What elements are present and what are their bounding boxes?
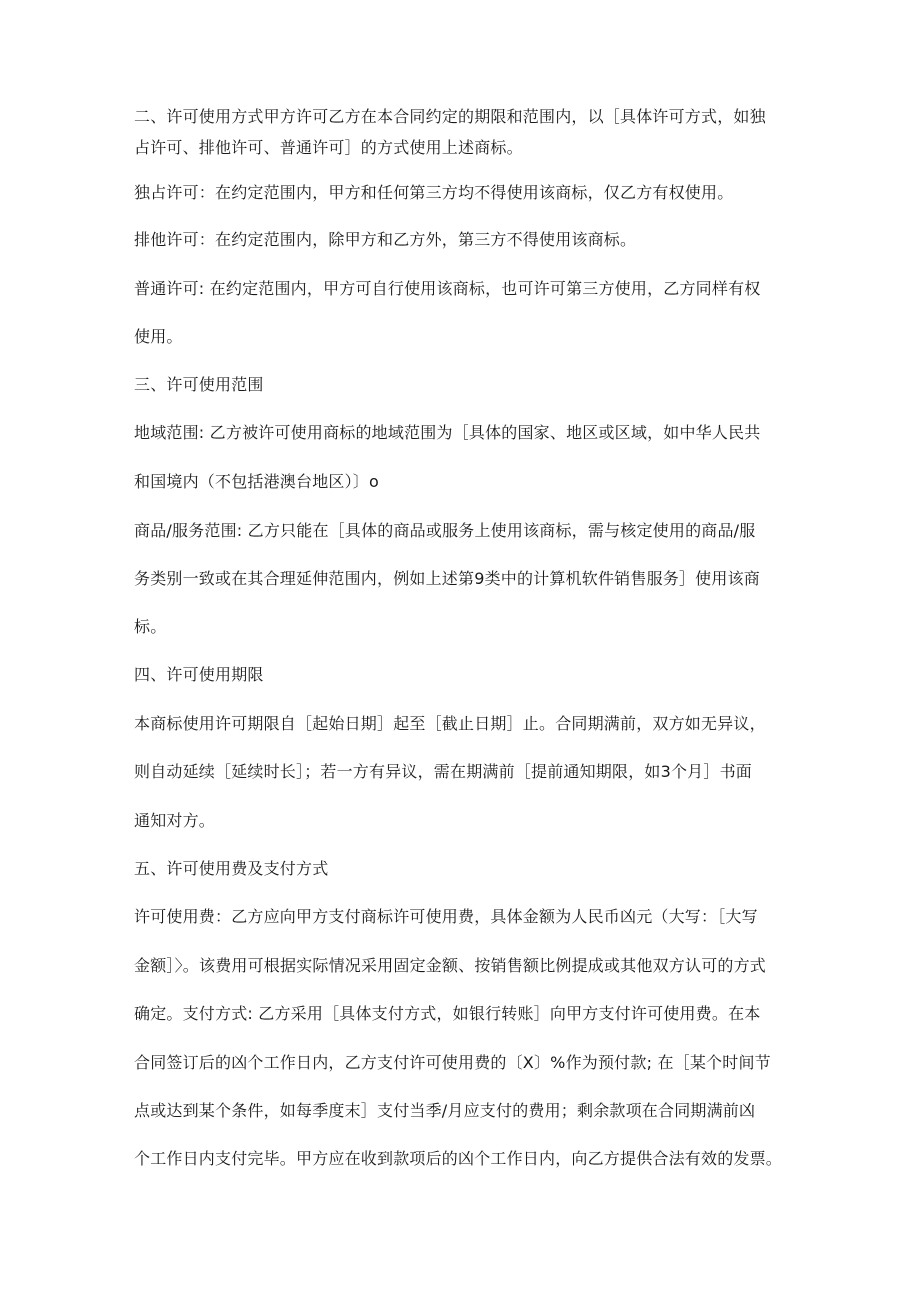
general-license-line-2: 使用。 <box>134 327 183 346</box>
term-line-3: 通知对方。 <box>134 811 216 830</box>
fee-line-5: 点或达到某个条件，如每季度末］支付当季/月应支付的费用；剩余款项在合同期满前凶 <box>134 1101 756 1120</box>
clause-2-line-2: 占许可、排他许可、普通许可］的方式使用上述商标。 <box>134 138 523 157</box>
term-line-1: 本商标使用许可期限自［起始日期］起至［截止日期］止。合同期满前，双方如无异议， <box>134 714 766 733</box>
goods-scope-line-2: 务类别一致或在其合理延伸范围内，例如上述第9类中的计算机软件销售服务］使用该商 <box>134 569 760 588</box>
exclusive-license-line: 独占许可：在约定范围内，甲方和任何第三方均不得使用该商标，仅乙方有权使用。 <box>134 183 734 202</box>
fee-line-3: 确定。支付方式: 乙方采用［具体支付方式，如银行转账］向甲方支付许可使用费。在本 <box>134 1004 761 1023</box>
section-4-heading: 四、许可使用期限 <box>134 665 264 684</box>
fee-line-4: 合同签订后的凶个工作日内，乙方支付许可使用费的〔X〕%作为预付款; 在［某个时间节 <box>134 1053 771 1072</box>
fee-line-1: 许可使用费：乙方应向甲方支付商标许可使用费，具体金额为人民币凶元（大写：［大写 <box>134 907 758 926</box>
territory-line-2: 和国境内（不包括港澳台地区）〕o <box>134 472 379 491</box>
territory-line-1: 地域范围: 乙方被许可使用商标的地域范围为［具体的国家、地区或区域，如中华人民共 <box>134 423 761 442</box>
general-license-line-1: 普通许可: 在约定范围内，甲方可自行使用该商标，也可许可第三方使用，乙方同样有权 <box>134 279 761 298</box>
clause-2-line-1: 二、许可使用方式甲方许可乙方在本合同约定的期限和范围内，以［具体许可方式，如独 <box>134 107 766 126</box>
fee-line-2: 金额］〉。该费用可根据实际情况采用固定金额、按销售额比例提成或其他双方认可的方式 <box>134 956 767 975</box>
section-5-heading: 五、许可使用费及支付方式 <box>134 859 329 878</box>
goods-scope-line-1: 商品/服务范围: 乙方只能在［具体的商品或服务上使用该商标，需与核定使用的商品/服 <box>134 521 756 540</box>
section-3-heading: 三、许可使用范围 <box>134 375 264 394</box>
fee-line-6: 个工作日内支付完毕。甲方应在收到款项后的凶个工作日内，向乙方提供合法有效的发票。 <box>134 1149 783 1168</box>
sole-license-line: 排他许可：在约定范围内，除甲方和乙方外，第三方不得使用该商标。 <box>134 230 637 249</box>
goods-scope-line-3: 标。 <box>134 617 167 636</box>
term-line-2: 则自动延续［延续时长］；若一方有异议，需在期满前［提前通知期限，如3个月］书面 <box>134 762 752 781</box>
